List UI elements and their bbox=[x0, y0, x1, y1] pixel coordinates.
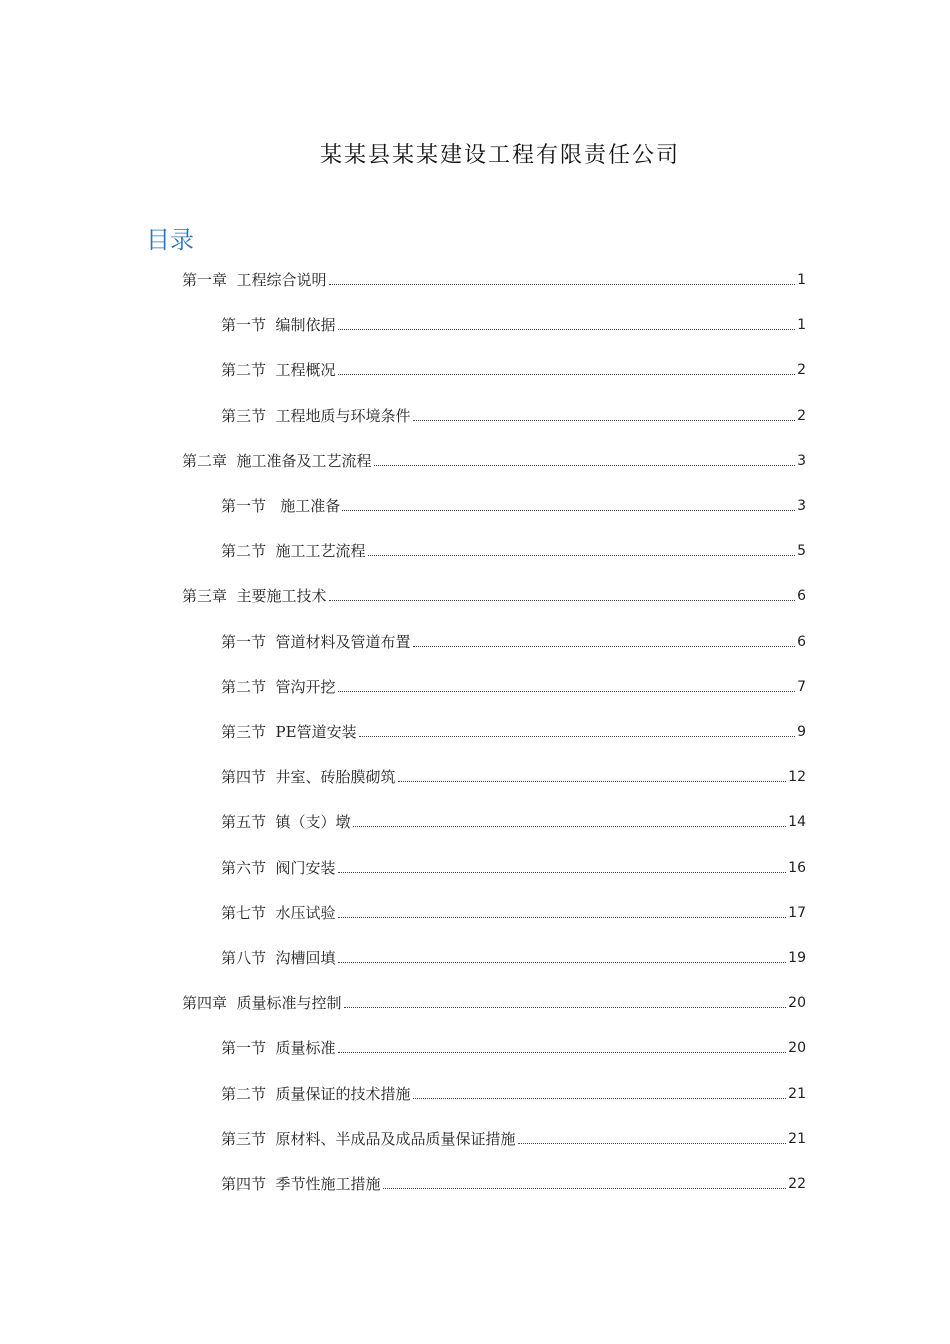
toc-entry-label: 第四章 质量标准与控制 bbox=[182, 994, 342, 1012]
toc-dot-leader bbox=[353, 826, 787, 827]
toc-section-entry[interactable] bbox=[221, 628, 806, 652]
toc-entry-label: 第一节 施工准备 bbox=[221, 497, 341, 515]
toc-dot-leader bbox=[342, 510, 795, 511]
toc-chapter-entry[interactable] bbox=[182, 989, 806, 1013]
toc-page-number: 7 bbox=[797, 679, 806, 695]
toc-chapter-entry[interactable] bbox=[182, 266, 806, 290]
toc-section-entry[interactable] bbox=[221, 537, 806, 561]
toc-section-entry[interactable] bbox=[221, 1080, 806, 1104]
toc-entry-label: 第一节 质量标准 bbox=[221, 1039, 336, 1057]
toc-entry-label: 第三节 PE管道安装 bbox=[221, 723, 357, 741]
toc-section-entry[interactable] bbox=[221, 854, 806, 878]
toc-page-number: 9 bbox=[797, 724, 806, 740]
toc-section-entry[interactable] bbox=[221, 311, 806, 335]
toc-entry-label: 第四节 季节性施工措施 bbox=[221, 1175, 381, 1193]
toc-heading: 目录 bbox=[146, 226, 194, 254]
toc-dot-leader bbox=[338, 691, 796, 692]
toc-section-entry[interactable] bbox=[221, 356, 806, 380]
toc-page-number: 1 bbox=[797, 272, 806, 288]
toc-page-number: 14 bbox=[788, 814, 806, 830]
toc-dot-leader bbox=[383, 1188, 787, 1189]
toc-chapter-entry[interactable] bbox=[182, 582, 806, 606]
toc-dot-leader bbox=[338, 962, 787, 963]
toc-dot-leader bbox=[413, 646, 796, 647]
toc-page-number: 3 bbox=[797, 453, 806, 469]
toc-entry-label: 第八节 沟槽回填 bbox=[221, 949, 336, 967]
toc-entry-label: 第三章 主要施工技术 bbox=[182, 587, 327, 605]
toc-entry-label: 第二节 质量保证的技术措施 bbox=[221, 1085, 411, 1103]
toc-page-number: 19 bbox=[788, 950, 806, 966]
toc-dot-leader bbox=[413, 1098, 787, 1099]
toc-page-number: 2 bbox=[797, 362, 806, 378]
toc-section-entry[interactable] bbox=[221, 1170, 806, 1194]
toc-page-number: 20 bbox=[788, 995, 806, 1011]
toc-dot-leader bbox=[338, 374, 796, 375]
toc-page-number: 21 bbox=[788, 1131, 806, 1147]
toc-entry-label: 第二节 管沟开挖 bbox=[221, 678, 336, 696]
toc-dot-leader bbox=[344, 1007, 787, 1008]
toc-page-number: 6 bbox=[797, 588, 806, 604]
toc-page-number: 3 bbox=[797, 498, 806, 514]
toc-dot-leader bbox=[338, 917, 787, 918]
toc-dot-leader bbox=[329, 284, 796, 285]
toc-section-entry[interactable] bbox=[221, 673, 806, 697]
toc-dot-leader bbox=[338, 329, 796, 330]
toc-section-entry[interactable] bbox=[221, 899, 806, 923]
toc-page-number: 12 bbox=[788, 769, 806, 785]
toc-page-number: 2 bbox=[797, 408, 806, 424]
toc-page-number: 6 bbox=[797, 634, 806, 650]
toc-entry-label: 第二节 工程概况 bbox=[221, 361, 336, 379]
toc-section-entry[interactable] bbox=[221, 944, 806, 968]
toc-page-number: 5 bbox=[797, 543, 806, 559]
toc-page-number: 1 bbox=[797, 317, 806, 333]
toc-entry-label: 第一节 编制依据 bbox=[221, 316, 336, 334]
toc-dot-leader bbox=[413, 420, 796, 421]
company-title: 某某县某某建设工程有限责任公司 bbox=[319, 143, 680, 168]
toc-page-number: 20 bbox=[788, 1040, 806, 1056]
toc-entry-label: 第四节 井室、砖胎膜砌筑 bbox=[221, 768, 396, 786]
toc-page-number: 17 bbox=[788, 905, 806, 921]
toc-dot-leader bbox=[398, 781, 787, 782]
toc-entry-label: 第三节 原材料、半成品及成品质量保证措施 bbox=[221, 1130, 516, 1148]
toc-chapter-entry[interactable] bbox=[182, 447, 806, 471]
toc-entry-label: 第一节 管道材料及管道布置 bbox=[221, 633, 411, 651]
toc-section-entry[interactable] bbox=[221, 1125, 806, 1149]
toc-dot-leader bbox=[359, 736, 795, 737]
toc-entry-label: 第七节 水压试验 bbox=[221, 904, 336, 922]
toc-dot-leader bbox=[374, 465, 796, 466]
toc-section-entry[interactable] bbox=[221, 492, 806, 516]
toc-page-number: 16 bbox=[788, 860, 806, 876]
toc-dot-leader bbox=[338, 1052, 787, 1053]
toc-entry-label: 第一章 工程综合说明 bbox=[182, 271, 327, 289]
toc-section-entry[interactable] bbox=[221, 718, 806, 742]
toc-section-entry[interactable] bbox=[221, 763, 806, 787]
toc-entry-label: 第六节 阀门安装 bbox=[221, 859, 336, 877]
toc-page-number: 22 bbox=[788, 1176, 806, 1192]
toc-section-entry[interactable] bbox=[221, 808, 806, 832]
toc-section-entry[interactable] bbox=[221, 1034, 806, 1058]
toc-dot-leader bbox=[329, 600, 796, 601]
toc-entry-label: 第三节 工程地质与环境条件 bbox=[221, 407, 411, 425]
toc-dot-leader bbox=[338, 872, 787, 873]
toc-dot-leader bbox=[368, 555, 796, 556]
toc-entry-label: 第二节 施工工艺流程 bbox=[221, 542, 366, 560]
toc-dot-leader bbox=[518, 1143, 787, 1144]
toc-page-number: 21 bbox=[788, 1086, 806, 1102]
toc-entry-label: 第二章 施工准备及工艺流程 bbox=[182, 452, 372, 470]
toc-entry-label: 第五节 镇（支）墩 bbox=[221, 813, 351, 831]
toc-section-entry[interactable] bbox=[221, 402, 806, 426]
